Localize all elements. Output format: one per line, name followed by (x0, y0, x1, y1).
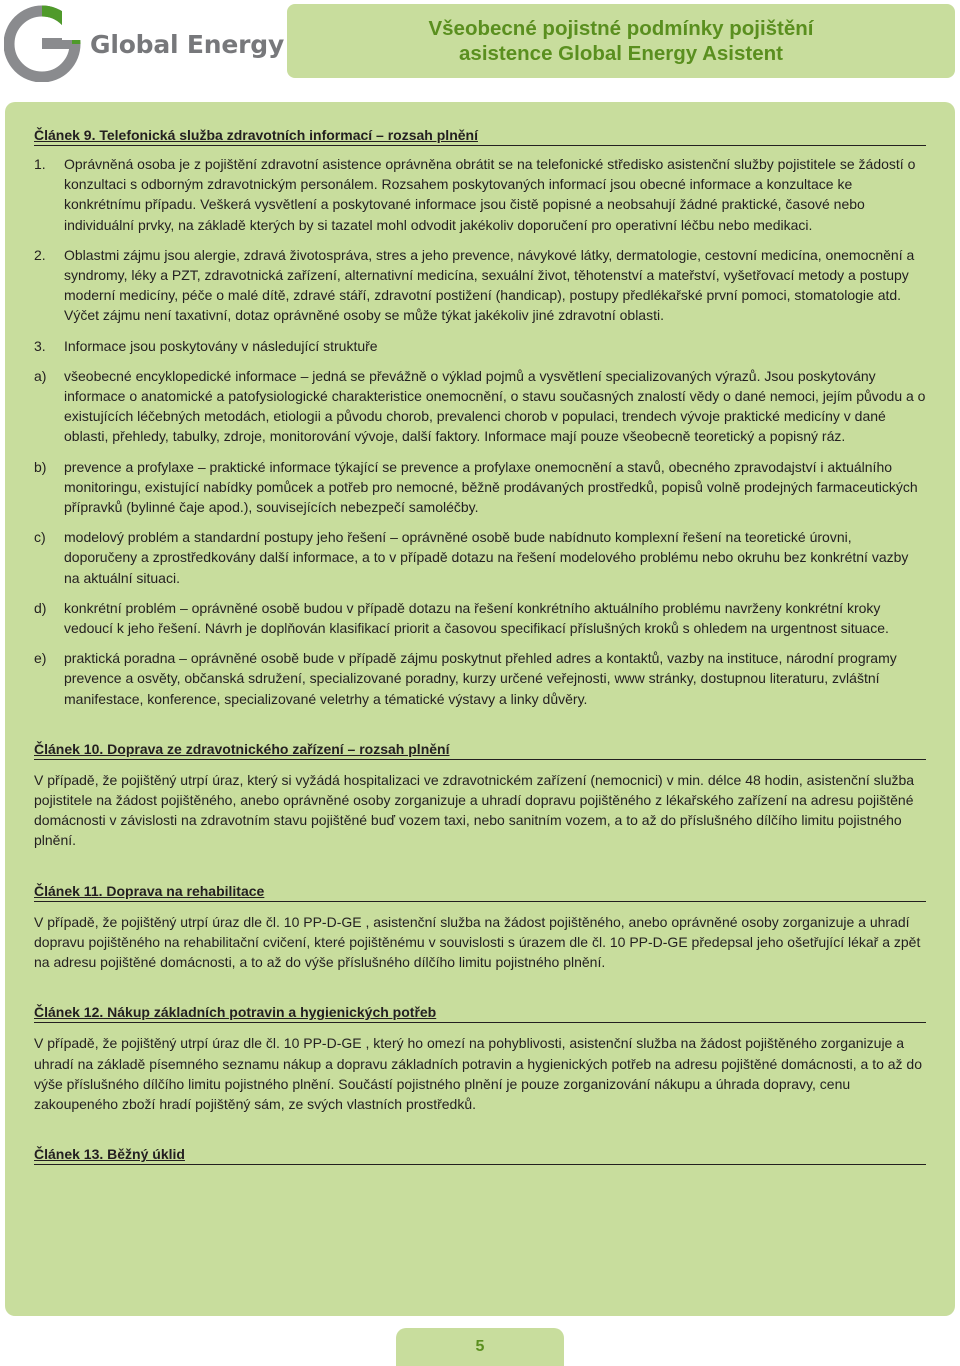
list-item: d) konkrétní problém – oprávněné osobě budou v případě dotazu na řešení konkrétního aktuálního problému navrženy konkrétní kroky vedoucí k jeho řešení. Návrh je doplňován klasifikací priorit a časovou specifikací příslušných kroků s ohledem na urgentnost situace. (34, 599, 889, 637)
document-body (34, 126, 926, 1165)
list-item: 3. Informace jsou poskytovány v následující struktuře (34, 337, 378, 354)
list-item: 2. Oblastmi zájmu jsou alergie, zdravá životospráva, stres a jeho prevence, návykové látky, dermatologie, cestovní medicína, onemocnění a syndromy, léky a PZT, zdravotnická zařízení, alternativní medicína, sexuální život, těhotenství a mateřství, vyšetřovací metody a postupy moderní medicíny, péče o malé dítě, zdravé stáří, zdravotní postižení (handicap), postupy předlékařské první pomoci, stomatologie atd. Výčet zájmu není taxativní, dotaz oprávněné osoby se může týkat jakékoliv jiné zdravotní oblasti. (34, 246, 915, 324)
article-11-text: V případě, že pojištěný utrpí úraz dle čl. 10 PP-D-GE , asistenční služba na žádost pojištěného, anebo oprávněné osoby zorganizuje a uhradí dopravu pojištěného na rehabilitační cvičení, které pojištěnému v souvislosti s úrazem dle čl. 10 PP-D-GE předepsal jeho ošetřující lékař a zpět na adresu pojištěné domácnosti, a to až do výše příslušného dílčího limitu pojistného plnění. (34, 913, 921, 971)
page-number: 5 (396, 1328, 564, 1366)
article-10-text: V případě, že pojištěný utrpí úraz, který si vyžádá hospitalizaci ve zdravotnickém zařízení (nemocnici) v min. délce 48 hodin, asistenční služba pojistitele na žádost pojištěného, anebo oprávněné osoby zorganizuje a uhradí dopravu pojištěného z lékařského zařízení na adresu pojištěné domácnosti v závislosti na zdravotním stavu pojištěné buď vozem taxi, nebo sanitním vozem, a to až do příslušného dílčího limitu pojistného plnění. (34, 771, 915, 849)
article-12-text: V případě, že pojištěný utrpí úraz dle čl. 10 PP-D-GE , který ho omezí na pohyblivosti, asistenční služba na žádost pojištěného zorganizuje a uhradí na základě písemného seznamu nákup a dopravu základních potravin a hygienických potřeb na adresu pojištěné domácnosti, a to až do výše příslušného dílčího limitu pojistného plnění. Součástí pojistného plnění je pouze zorganizování nákupu a úhrada dopravy, cenu zakoupeného zboží hradí pojištěný sám, ze svých vlastních prostředků. (34, 1035, 923, 1112)
article-9-heading: Článek 9. Telefonická služba zdravotních informací – rozsah plnění (34, 126, 926, 146)
brand-name: Global Energy (90, 30, 285, 59)
article-10-heading: Článek 10. Doprava ze zdravotnického zařízení – rozsah plnění (34, 740, 926, 760)
list-item: b) prevence a profylaxe – praktické informace týkající se prevence a profylaxe onemocnění a stavů, obecného zpravodajství i aktuálního monitoringu, existující nabídky pomůcek a potřeb pro nemocné, běžně prodávaných prostředků, popisů volně prodejných farmaceutických přípravků (bylinné čaje apod.), souvisejících nebezpečí samoléčby. (34, 458, 918, 516)
title-line-2: asistence Global Energy Asistent (459, 42, 783, 65)
document-title (287, 4, 955, 78)
list-item: e) praktická poradna – oprávněné osobě bude v případě zájmu poskytnut přehled adres a kontaktů, vazby na instituce, národní programy prevence a osvěty, občanská sdružení, specializované poradny, kurzy určené veřejnosti, www stránky, dostupnou literaturu, zvláštní manifestace, konference, specializované veletrhy a tématické výstavy a linky důvěry. (34, 650, 897, 707)
logo (4, 4, 284, 82)
list-item: 1. Oprávněná osoba je z pojištění zdravotní asistence oprávněna obrátit se na telefonické středisko asistenční služby pojistitele se žádostí o konzultaci s odborným zdravotnickým personálem. Rozsahem poskytovaných informací jsou obecné informace a konzultace ke konkrétnímu případu. Veškerá vysvětlení a poskytované informace jsou čistě popisné a neobsahují žádné praktické, časové nebo individuální prvky, na základě kterých by si tazatel mohl odvodit jakékoliv doporučení pro operativní léčbu nebo medikaci. (34, 156, 916, 233)
list-item: a) všeobecné encyklopedické informace – jedná se převážně o výklad pojmů a vysvětlení specializovaných výrazů. Jsou poskytovány informace o anatomické a patofysiologické charakteristice onemocnění, o stavu současných znalostí vědy o dané nemoci, jejím původu a o existujících léčebných metodách, etiologii a původu chorob, prevalenci chorob v populaci, trendech vývoje praktické medicíny v dané oblasti, přehledy, tabulky, zdroje, monitorování vývoje, další faktory. Informace mají pouze všeobecně teoretický a popisný ráz. (34, 367, 926, 445)
list-item: c) modelový problém a standardní postupy jeho řešení – oprávněné osobě bude nabídnuto komplexní řešení na teoretické úrovni, doporučeny a zprostředkovány další informace, a to v případě dotazu na řešení modelového problému nebo okruhu bez konkrétní vazby na aktuální situaci. (34, 529, 909, 586)
global-energy-logo-icon (4, 4, 84, 82)
article-12-heading: Článek 12. Nákup základních potravin a hygienických potřeb (34, 1003, 926, 1023)
article-13-heading: Článek 13. Běžný úklid (34, 1145, 926, 1165)
title-line-1: Všeobecné pojistné podmínky pojištění (428, 17, 814, 40)
article-11-heading: Článek 11. Doprava na rehabilitace (34, 882, 926, 902)
